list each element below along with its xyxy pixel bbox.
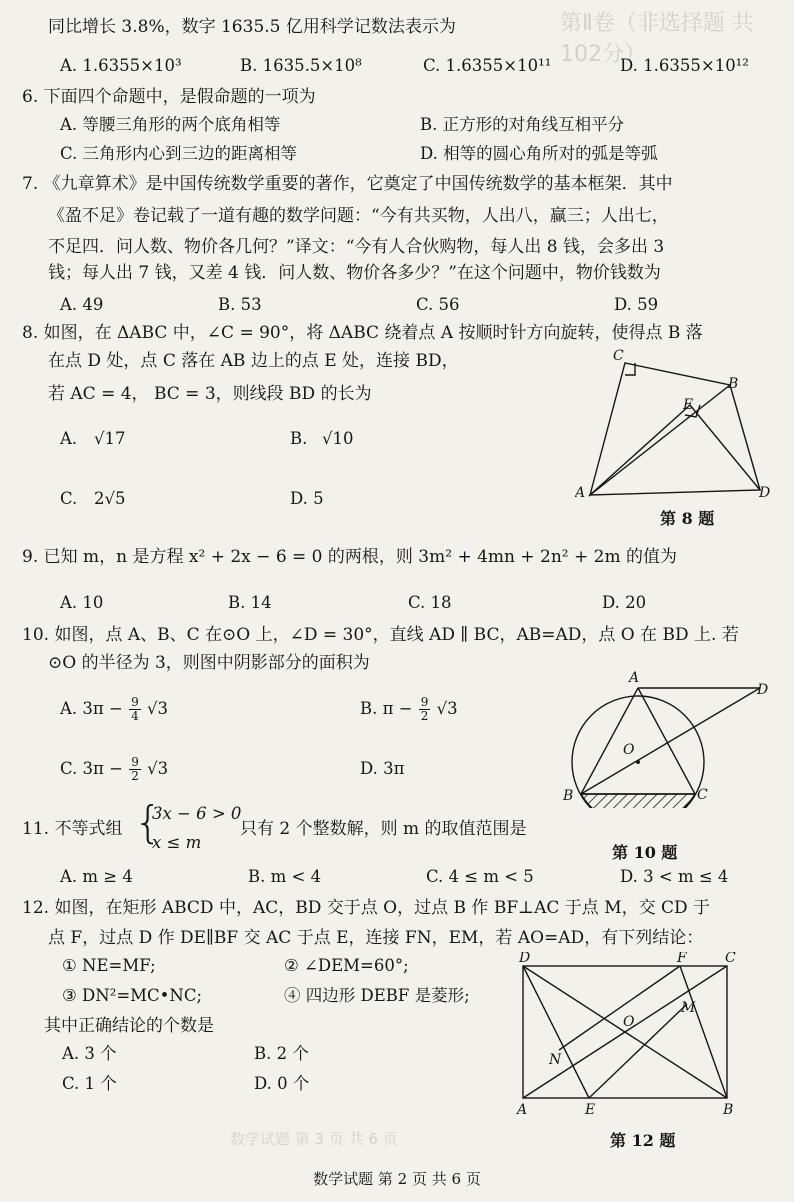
q8-option-b-label: B.	[290, 429, 308, 448]
q10-segment-ac	[638, 688, 695, 794]
q10-option-b-root: √3	[436, 699, 458, 718]
q10-line-1: 10. 如图，点 A、B、C 在⊙O 上，∠D = 30°，直线 AD ∥ BC，AB=AD，点 O 在 BD 上. 若	[22, 625, 739, 645]
q10-line-2: ⊙O 的半径为 3，则图中阴影部分的面积为	[48, 653, 370, 673]
q7-option-c: C. 56	[416, 295, 460, 314]
q10-frac-num: 9	[131, 755, 139, 769]
q5-option-a: A. 1.6355×10³	[60, 56, 182, 75]
q12-conclusion-1: ① NE=MF;	[62, 956, 156, 975]
q10-frac-den: 2	[420, 709, 429, 723]
bleed-through-text: 数学试题 第 3 页 共 6 页	[230, 1130, 398, 1148]
q10-segment-ba	[581, 688, 638, 794]
q8-option-c-value: 2√5	[94, 489, 126, 508]
q12-option-d: D. 0 个	[254, 1074, 310, 1093]
q7-option-d: D. 59	[614, 295, 659, 314]
q11-option-b: B. m < 4	[248, 867, 322, 886]
q12-caption: 第 12 题	[610, 1131, 676, 1150]
q6-stem: 6. 下面四个命题中，是假命题的一项为	[22, 87, 316, 107]
q9-option-c: C. 18	[408, 593, 452, 612]
q12-label-c: C	[725, 952, 736, 966]
q12-label-a: A	[517, 1102, 528, 1118]
q5-option-c: C. 1.6355×10¹¹	[423, 56, 552, 75]
q10-option-b	[360, 696, 458, 723]
q11-brace: {	[134, 797, 162, 848]
q11-option-d: D. 3 < m ≤ 4	[620, 867, 729, 886]
q12-line-2: 点 F，过点 D 作 DE∥BF 交 AC 于点 E，连接 FN，EM，若 AO=AD，有下列结论：	[48, 928, 704, 948]
q7-line-2: 《盈不足》卷记载了一道有趣的数学问题：“今有共买物，人出八，赢三；人出七，	[48, 206, 669, 226]
q11-option-a: A. m ≥ 4	[60, 867, 133, 886]
q10-shaded-segment	[581, 794, 695, 808]
q10-frac-num: 9	[420, 695, 429, 709]
q11-option-c: C. 4 ≤ m < 5	[426, 867, 534, 886]
q10-option-d: D. 3π	[360, 759, 405, 778]
q10-option-b-text: B. π −	[360, 699, 413, 718]
q5-option-b: B. 1635.5×10⁸	[240, 56, 362, 75]
q8-caption: 第 8 题	[660, 509, 715, 528]
q12-option-b: B. 2 个	[254, 1044, 309, 1063]
q10-caption: 第 10 题	[612, 843, 678, 862]
q10-label-a: A	[629, 670, 640, 686]
q12-segment-de	[523, 966, 589, 1098]
q7-line-3: 不足四．问人数、物价各几何？”译文：“今有人合伙购物，每人出 8 钱，会多出 3	[48, 237, 665, 257]
q12-conclusion-2: ② ∠DEM=60°;	[284, 956, 409, 975]
q7-option-a: A. 49	[60, 295, 104, 314]
q10-option-a	[60, 696, 168, 723]
q10-option-c-root: √3	[147, 759, 169, 778]
q10-frac-den: 2	[131, 769, 139, 783]
q6-option-c: C. 三角形内心到三边的距离相等	[60, 144, 298, 163]
q12-ask: 其中正确结论的个数是	[44, 1016, 214, 1036]
q10-option-b-fraction	[419, 696, 431, 723]
q12-label-m: M	[681, 1000, 696, 1016]
q12-figure	[505, 952, 750, 1120]
q8-figure	[575, 345, 780, 505]
q8-option-d: D. 5	[290, 489, 324, 508]
q6-option-a: A. 等腰三角形的两个底角相等	[60, 115, 281, 134]
q8-label-b: B	[728, 376, 739, 392]
q7-option-b: B. 53	[218, 295, 262, 314]
q10-label-b: B	[563, 788, 574, 804]
q8-label-e: E	[683, 397, 694, 413]
q10-option-a-root: √3	[146, 699, 168, 718]
q8-line-2: 在点 D 处，点 C 落在 AB 边上的点 E 处，连接 BD，	[48, 351, 459, 371]
q10-option-c-text: C. 3π −	[60, 759, 123, 778]
q8-option-a-label: A.	[60, 429, 78, 448]
q10-center-dot	[636, 760, 640, 764]
q8-line-1: 8. 如图，在 ΔABC 中，∠C = 90°，将 ΔABC 绕着点 A 按顺时针方向旋转，使得点 B 落	[22, 323, 703, 343]
q6-option-b: B. 正方形的对角线互相平分	[420, 115, 625, 134]
q8-option-a-value: √17	[94, 429, 126, 448]
q9-option-d: D. 20	[602, 593, 647, 612]
q12-label-f: F	[677, 952, 687, 966]
q10-option-c	[60, 756, 168, 783]
q8-label-d: D	[759, 485, 771, 501]
q10-label-c: C	[697, 787, 708, 803]
q10-label-o: O	[623, 742, 635, 758]
q12-option-a: A. 3 个	[62, 1044, 117, 1063]
q12-option-c: C. 1 个	[62, 1074, 117, 1093]
q8-option-b-value: √10	[322, 429, 354, 448]
q12-conclusion-4: ④ 四边形 DEBF 是菱形;	[284, 986, 470, 1005]
q8-label-a: A	[575, 485, 586, 501]
q11-suffix: 只有 2 个整数解，则 m 的取值范围是	[240, 819, 527, 839]
q10-frac-den: 4	[131, 709, 139, 723]
q8-segment-bd	[730, 385, 760, 490]
q8-label-c: C	[613, 348, 624, 364]
q7-line-1: 7. 《九章算术》是中国传统数学重要的著作，它奠定了中国传统数学的基本框架．其中	[22, 174, 673, 194]
q7-line-4: 钱；每人出 7 钱，又差 4 钱．问人数、物价各多少？”在这个问题中，物价钱数为	[48, 263, 661, 283]
q8-triangle-aed	[590, 405, 760, 495]
q9-stem: 9. 已知 m，n 是方程 x² + 2x − 6 = 0 的两根，则 3m² + 4mn + 2n² + 2m 的值为	[22, 547, 678, 567]
q10-circle-o	[572, 696, 704, 808]
q10-figure	[555, 668, 787, 808]
q10-option-c-fraction	[129, 756, 141, 783]
q8-line-3: 若 AC = 4， BC = 3，则线段 BD 的长为	[48, 384, 372, 404]
q12-line-1: 12. 如图，在矩形 ABCD 中，AC，BD 交于点 O，过点 B 作 BF⊥AC 于点 M，交 CD 于	[22, 898, 711, 918]
q8-option-c-label: C.	[60, 489, 78, 508]
q10-option-a-text: A. 3π −	[60, 699, 123, 718]
q12-conclusion-3: ③ DN²=MC•NC;	[62, 986, 203, 1005]
q12-label-d: D	[519, 952, 531, 966]
q11-prefix: 11. 不等式组	[22, 819, 123, 839]
q11-row-2: x ≤ m	[152, 833, 202, 852]
q12-label-b: B	[723, 1102, 734, 1118]
q10-label-d: D	[757, 682, 769, 698]
bleed-through-text: 第Ⅱ卷（非选择题 共102分）	[560, 11, 754, 67]
q9-option-a: A. 10	[60, 593, 104, 612]
q11-row-1: 3x − 6 > 0	[152, 804, 242, 823]
q12-label-e: E	[585, 1102, 596, 1118]
page-footer: 数学试题 第 2 页 共 6 页	[313, 1170, 481, 1188]
q6-option-d: D. 相等的圆心角所对的弧是等弧	[420, 144, 658, 163]
q10-option-a-fraction	[129, 696, 141, 723]
q12-label-o: O	[623, 1014, 635, 1030]
q12-label-n: N	[549, 1052, 562, 1068]
q9-option-b: B. 14	[228, 593, 272, 612]
q12-segment-bf	[680, 966, 727, 1098]
q10-frac-num: 9	[131, 695, 139, 709]
q5-option-d: D. 1.6355×10¹²	[620, 56, 749, 75]
q5-stem: 同比增长 3.8%，数字 1635.5 亿用科学记数法表示为	[48, 17, 456, 37]
